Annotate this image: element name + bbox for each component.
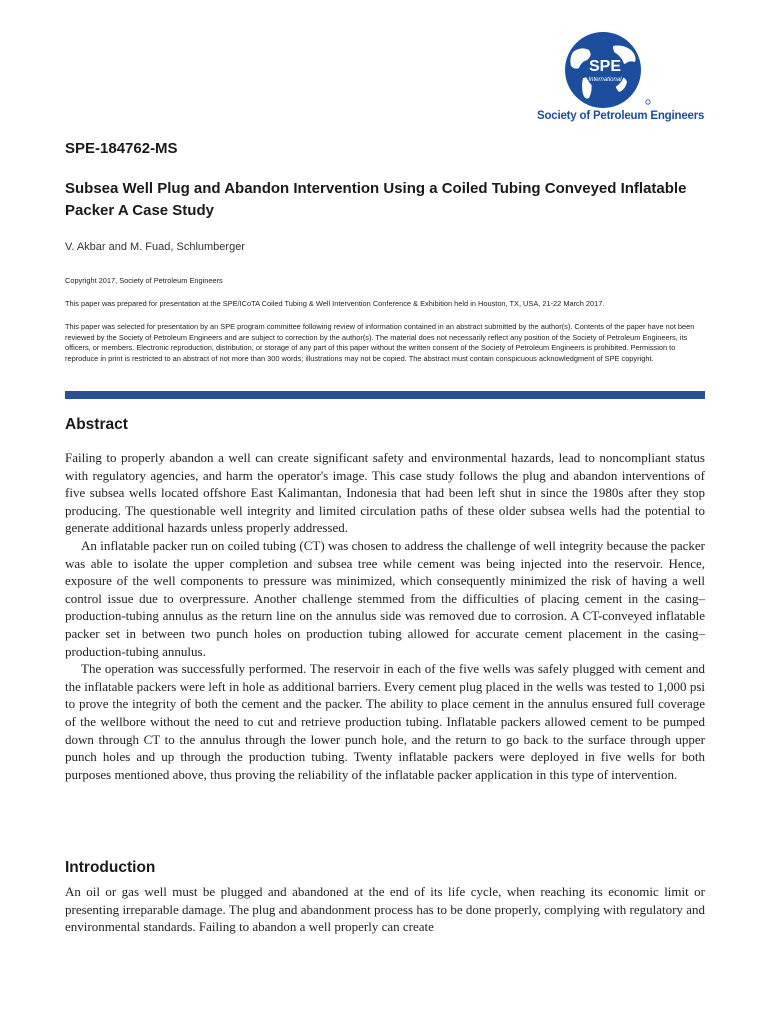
authors: V. Akbar and M. Fuad, Schlumberger bbox=[65, 241, 245, 253]
logo-caption: Society of Petroleum Engineers bbox=[537, 110, 705, 122]
copyright-notice: Copyright 2017, Society of Petroleum Engineers bbox=[65, 276, 223, 285]
abstract-paragraph: The operation was successfully performed. The reservoir in each of the five wells was safely plugged with cement and the inflatable packers were left in hole as additional barriers. Every cement plug placed in the wells was tested to 1,000 psi to prove the integrity of both the cement and the packer. The ability to place cement in the annulus ensured full coverage of the wellbore without the need to cut and retrieve production tubing. Inflatable packers allowed cement to be pumped down through CT to the annulus through the lower punch hole, and the return to go back to the surface through upper punch holes and up through the production tubing. Twenty inflatable packers were deployed in five wells for both purposes mentioned above, thus proving the reliability of the inflatable packer application in this type of intervention. bbox=[65, 661, 705, 782]
selection-notice: This paper was selected for presentation by an SPE program committee following review of information contained in an abstract submitted by the author(s). Contents of the paper have not been reviewed by the Society of Petroleum Engineers and are subject to correction by the author(s). The material does not necessarily reflect any position of the Society of Petroleum Engineers, its officers, or members. Electronic reproduction, distribution, or storage of any part of this paper without the written consent of the Society of Petroleum Engineers is prohibited. Permission to reproduce in print is restricted to an abstract of not more than 300 words; illustrations may not be copied. The abstract must contain conspicuous acknowledgment of SPE copyright. bbox=[65, 322, 695, 363]
prepared-notice: This paper was prepared for presentation at the SPE/ICoTA Coiled Tubing & Well Intervention Conference & Exhibition held in Houston, TX, USA, 21-22 March 2017. bbox=[65, 299, 605, 308]
abstract-paragraph: An inflatable packer run on coiled tubing (CT) was chosen to address the challenge of well integrity because the packer was able to isolate the upper completion and subsea tree while cement was being injected into the reservoir. Hence, exposure of the well components to pressure was minimized, which consequently minimized the risk of having a well control issue due to overpressure. Another challenge stemmed from the difficulties of placing cement in the casing–production-tubing annulus as the return line on the annulus side was removed due to corrosion. A CT-conveyed inflatable packer set in between two punch holes on production tubing allowed for accurate cement placement in the casing–production-tubing annulus. bbox=[65, 537, 705, 659]
section-divider bbox=[65, 391, 705, 399]
introduction-paragraph: An oil or gas well must be plugged and abandoned at the end of its life cycle, when reaching its economic limit or presenting irreparable damage. The plug and abandonment process has to be done properly, complying with regulatory and environmental standards. Failing to abandon a well properly can create bbox=[65, 884, 705, 935]
paper-title: Subsea Well Plug and Abandon Intervention Using a Coiled Tubing Conveyed Inflatable Packer A Case Study bbox=[65, 180, 687, 219]
introduction-heading: Introduction bbox=[65, 859, 156, 876]
introduction-body bbox=[65, 883, 705, 936]
abstract-body bbox=[65, 449, 705, 783]
paper-number: SPE-184762-MS bbox=[65, 140, 178, 157]
abstract-heading: Abstract bbox=[65, 416, 128, 433]
logo-mark-text: SPE bbox=[588, 58, 622, 75]
globe-icon bbox=[543, 30, 667, 110]
logo-mark-subtext: International bbox=[588, 77, 622, 83]
spe-logo bbox=[537, 30, 705, 125]
abstract-paragraph: Failing to properly abandon a well can create significant safety and environmental hazards, lead to noncompliant status with regulatory agencies, and harm the operator's image. This case study follows the plug and abandon interventions of five subsea wells located offshore East Kalimantan, Indonesia that had been left shut in since the 1980s after they stop producing. The questionable well integrity and limited circulation paths of these older subsea wells had the potential to generate additional hazards unless properly addressed. bbox=[65, 450, 705, 536]
